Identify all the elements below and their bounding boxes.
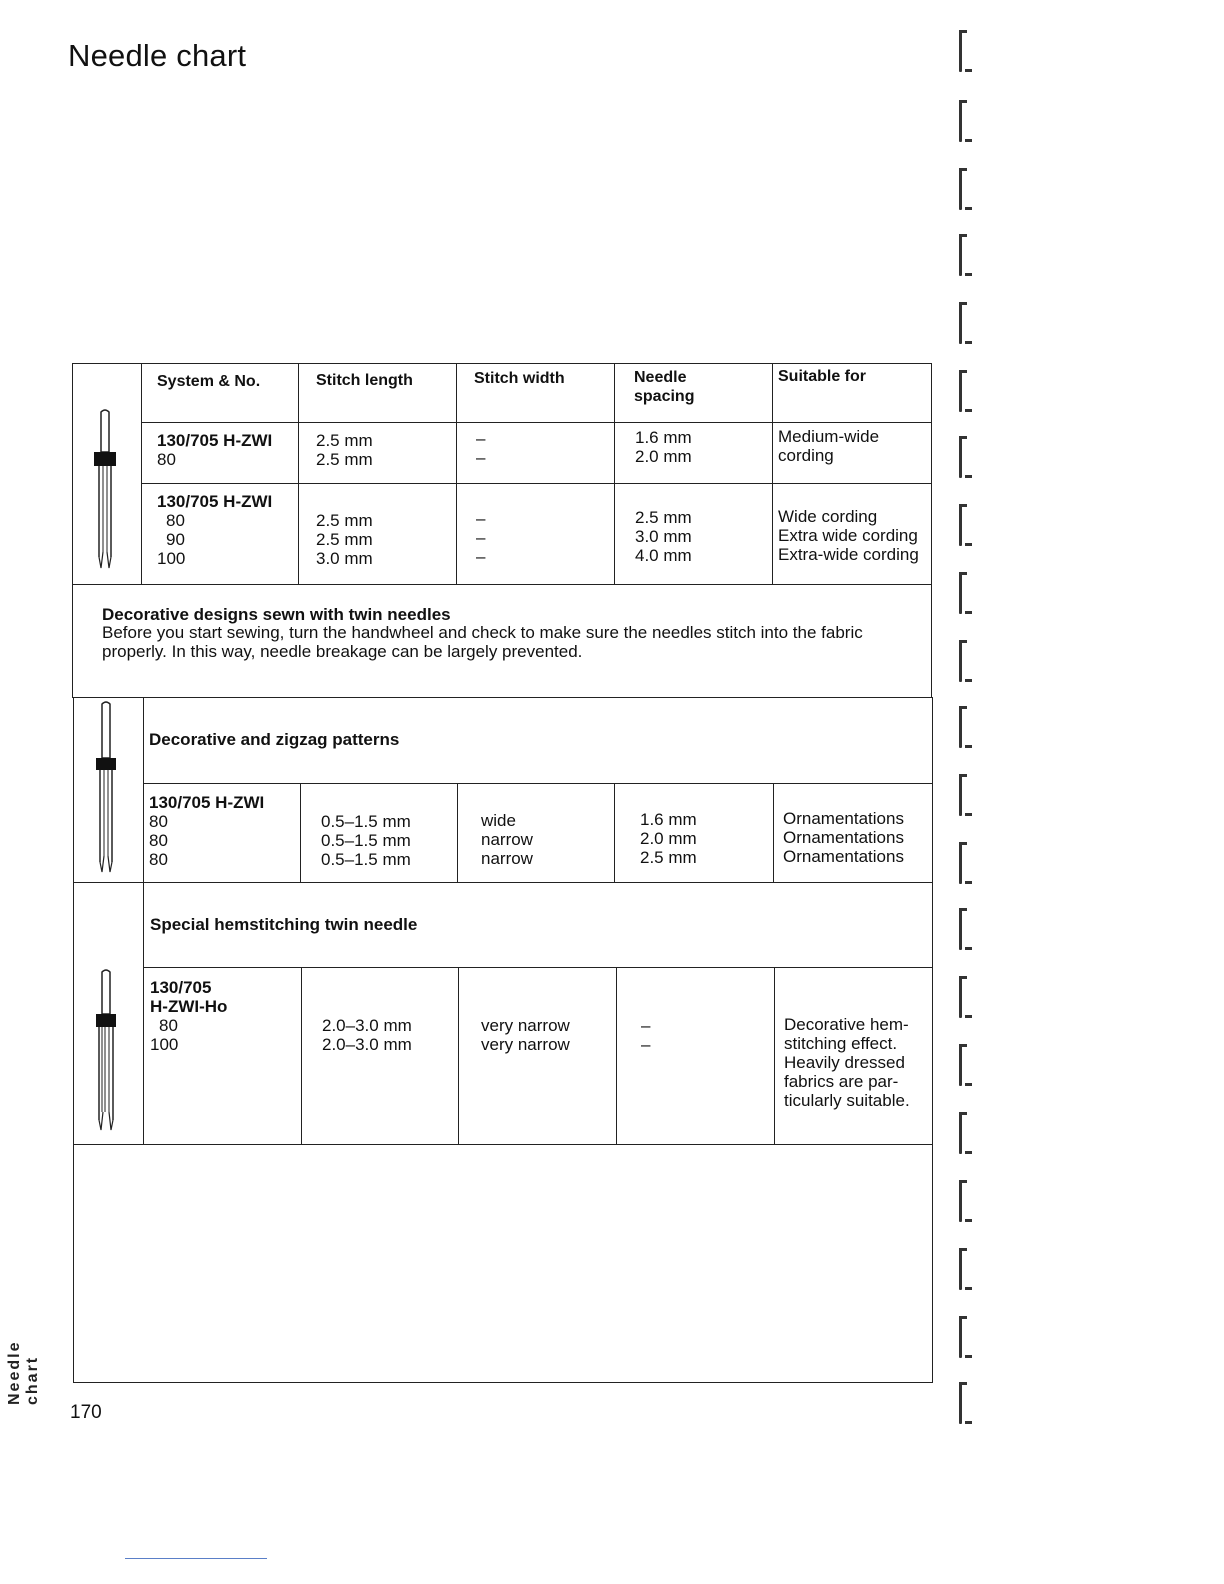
hemstitch-stitch-width: very narrow very narrow (481, 1016, 570, 1054)
side-tab: Needle chart (6, 1340, 41, 1405)
page-number: 170 (70, 1402, 102, 1423)
decorative-heading: Decorative and zigzag patterns (149, 730, 400, 749)
twin-needle-icon (88, 412, 122, 572)
hemstitch-system: 130/705 H-ZWI-Ho 80 100 (150, 978, 228, 1054)
row2-spacing: 2.5 mm 3.0 mm 4.0 mm (635, 508, 692, 565)
hemstitch-needle-icon (89, 972, 123, 1134)
binding-rings (950, 30, 980, 1430)
row1-suitable: Medium-wide cording (778, 427, 880, 465)
note-text: Before you start sewing, turn the handwheel and check to make sure the needles stitch into the fabric properly. In this way, needle breakage can be largely prevented. (102, 623, 863, 661)
header-suitable-for: Suitable for (778, 368, 867, 385)
row1-system: 130/705 H-ZWI 80 (157, 431, 273, 469)
note-heading: Decorative designs sewn with twin needles (102, 605, 451, 624)
row2-suitable: Wide cording Extra wide cording Extra-wide cording (778, 507, 919, 564)
bottom-rule (125, 1558, 267, 1559)
row1-stitch-length: 2.5 mm 2.5 mm (316, 431, 373, 469)
hemstitch-spacing: – – (641, 1016, 651, 1054)
row1-spacing: 1.6 mm 2.0 mm (635, 428, 692, 466)
decorative-suitable: Ornamentations Ornamentations Ornamentations (783, 809, 904, 866)
page-title: Needle chart (68, 38, 247, 73)
row2-stitch-width: – – – (476, 509, 486, 566)
twin-needle-icon (89, 704, 123, 876)
header-stitch-length: Stitch length (316, 372, 413, 389)
hemstitch-stitch-length: 2.0–3.0 mm 2.0–3.0 mm (322, 1016, 412, 1054)
decorative-spacing: 1.6 mm 2.0 mm 2.5 mm (640, 810, 697, 867)
hemstitch-heading: Special hemstitching twin needle (150, 915, 418, 934)
header-needle-spacing: Needle spacing (634, 369, 695, 405)
decorative-system: 130/705 H-ZWI 80 80 80 (149, 793, 265, 869)
row2-stitch-length: 2.5 mm 2.5 mm 3.0 mm (316, 511, 373, 568)
header-stitch-width: Stitch width (474, 370, 565, 387)
row2-system: 130/705 H-ZWI 80 90 100 (157, 492, 273, 568)
hemstitch-suitable: Decorative hem- stitching effect. Heavily dressed fabrics are par- ticularly suitable. (784, 1015, 910, 1110)
decorative-stitch-width: wide narrow narrow (481, 811, 533, 868)
row1-stitch-width: – – (476, 429, 486, 467)
header-system: System & No. (157, 373, 261, 390)
decorative-stitch-length: 0.5–1.5 mm 0.5–1.5 mm 0.5–1.5 mm (321, 812, 411, 869)
